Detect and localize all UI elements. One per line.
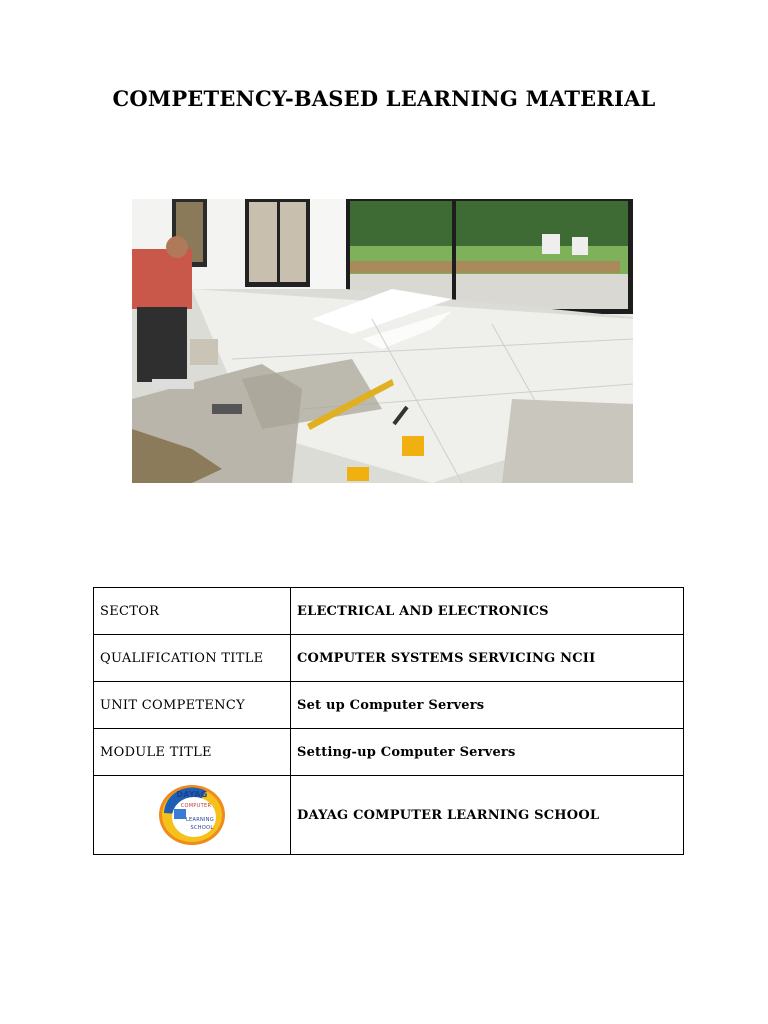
row-label: UNIT COMPETENCY xyxy=(94,682,291,729)
document-title: COMPETENCY-BASED LEARNING MATERIAL xyxy=(112,86,656,111)
row-value: Setting-up Computer Servers xyxy=(291,729,684,776)
module-info-table xyxy=(93,587,684,855)
row-label: MODULE TITLE xyxy=(94,729,291,776)
logo-text: LEARNING xyxy=(185,817,215,823)
table-row xyxy=(94,635,684,682)
row-value: ELECTRICAL AND ELECTRONICS xyxy=(291,588,684,635)
row-label: QUALIFICATION TITLE xyxy=(94,635,291,682)
school-name: DAYAG COMPUTER LEARNING SCHOOL xyxy=(291,776,684,855)
row-label: SECTOR xyxy=(94,588,291,635)
logo-text: SCHOOL xyxy=(190,825,214,831)
logo-text: COMPUTER xyxy=(180,803,212,809)
logo-text: DAYAG xyxy=(176,790,208,799)
table-row-school xyxy=(94,776,684,855)
row-value: Set up Computer Servers xyxy=(291,682,684,729)
table-row xyxy=(94,729,684,776)
tile-installation-photo xyxy=(132,199,633,483)
table-row xyxy=(94,588,684,635)
table-row xyxy=(94,682,684,729)
school-logo xyxy=(156,783,228,847)
school-logo-cell xyxy=(94,776,291,855)
row-value: COMPUTER SYSTEMS SERVICING NCII xyxy=(291,635,684,682)
